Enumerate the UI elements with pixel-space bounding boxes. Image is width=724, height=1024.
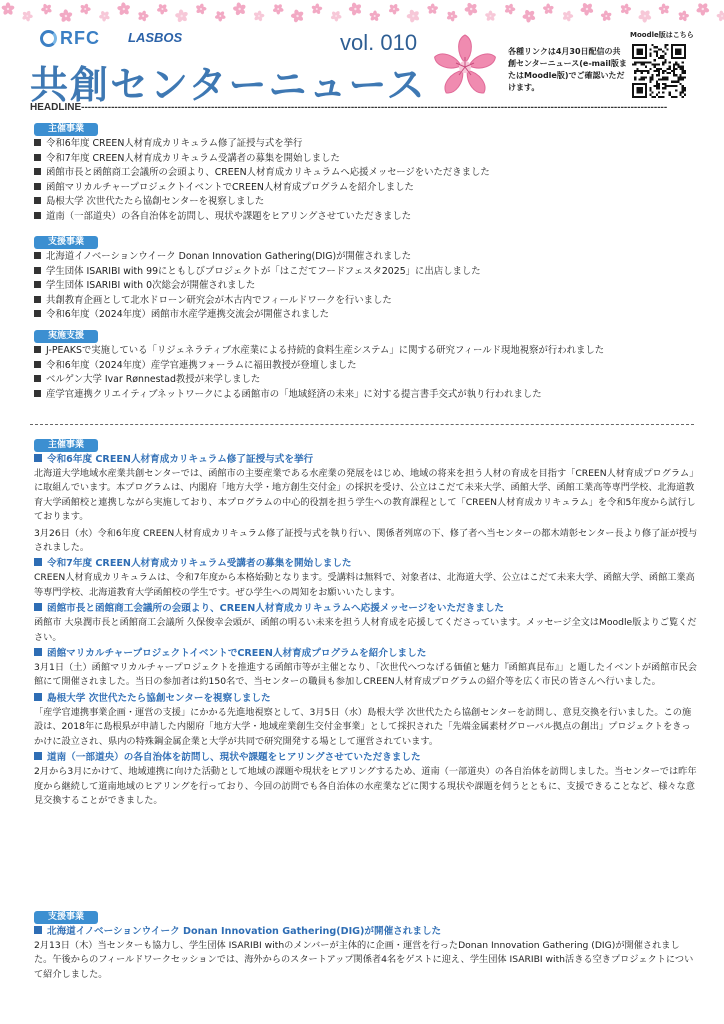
tag-sponsored: 主催事業 xyxy=(34,123,98,136)
headline-item[interactable]: 函館市長と函館商工会議所の会頭より、CREEN人材育成カリキュラムへ応援メッセージをいただきました xyxy=(34,166,698,181)
article-title: 函館マリカルチャープロジェクトイベントでCREEN人材育成プログラムを紹介しました xyxy=(34,647,698,661)
headline-item[interactable]: 北海道イノベーションウイーク Donan Innovation Gathering(DIG)が開催されました xyxy=(34,250,698,265)
headline-item[interactable]: 島根大学 次世代たたら協創センターを視察しました xyxy=(34,195,698,210)
tag-support: 支援事業 xyxy=(34,236,98,249)
headline-item[interactable]: 令和6年度（2024年度）函館市水産学連携交流会が開催されました xyxy=(34,308,698,323)
tag-sponsored: 主催事業 xyxy=(34,439,98,452)
headline-label: HEADLINE-------------------------------------------------------------------------------------------------------------------------------------------------------------------------------- xyxy=(30,102,668,113)
link-notice: 各種リンクは4月30日配信の共創センターニュース(e-mail版またはMoodle版)でご確認いただけます。 xyxy=(508,47,627,92)
headline-section-support xyxy=(34,229,698,323)
article-title: 函館市長と函館商工会議所の会頭より、CREEN人材育成カリキュラムへ応援メッセージをいただきました xyxy=(34,602,698,616)
article-body: 3月1日（土）函館マリカルチャープロジェクトを推進する函館市等が主催となり、「次世代へつなげる価値と魅力『函館真昆布』」と題したイベントが函館市民会館にて開催されました。当日の参加者は約150名で、当センターの職員も参加しCREEN人材育成プログラムの紹介等を広く市民の皆さんへ行いました。 xyxy=(34,662,697,688)
headline-item[interactable]: 令和7年度 CREEN人材育成カリキュラム受講者の募集を開始しました xyxy=(34,152,698,167)
headline-item[interactable]: 函館マリカルチャープロジェクトイベントでCREEN人材育成プログラムを紹介しました xyxy=(34,181,698,196)
headline-item[interactable]: 産学官連携クリエイティブネットワークによる函館市の「地域経済の未来」に対する提言書手交式が執り行われました xyxy=(34,388,698,403)
article-body: 3月26日（水）令和6年度 CREEN人材育成カリキュラム修了証授与式を執り行い、関係者列席の下、修了者へ当センターの都木靖彰センター長より修了証が授与されました。 xyxy=(34,527,698,554)
moodle-qr-code[interactable] xyxy=(632,44,686,98)
lasbos-logo: LASBOS xyxy=(128,30,183,45)
article-body: 「産学官連携事業企画・運営の支援」にかかる先進地視察として、3月5日（水）島根大学 次世代たたら協創センターを訪問し、意見交換を行いました。この施設は、2018年に島根県が申請した内閣府「地方大学・地域産業創生交付金事業」として採択された「先端金属素材グローバル拠点の創出」プロジェクトをきっかけに設立され、県内の特殊鋼金属企業と大学が共同で研究開発する場として運営されています。 xyxy=(34,706,692,747)
headline-item[interactable]: 道南（一部道央）の各自治体を訪問し、現状や課題をヒアリングさせていただきました xyxy=(34,210,698,225)
articles-sponsored xyxy=(34,432,698,810)
headline-item[interactable]: J-PEAKSで実施している「リジェネラティブ水産業による持続的食料生産システム」に関する研究フィールド現地視察が行われました xyxy=(34,344,698,359)
tag-implementation: 実施支援 xyxy=(34,330,98,343)
article-body: CREEN人材育成カリキュラムは、令和7年度から本格始動となります。受講料は無料で、対象者は、北海道大学、公立はこだて未来大学、函館大学、函館工業高等専門学校、北海道教育大学函館校の学生です。ぜひ学生への周知をお願いいたします。 xyxy=(34,572,695,598)
article-body: 2月13日（木）当センターも協力し、学生団体 ISARIBI withのメンバーが主体的に企画・運営を行ったDonan Innovation Gathering (DIG)が開催されました。午後からのフィールドワークセッションでは、海外からのスタートアップ関係者4名をゲストに迎え、学生団体 ISARIBI with活きる空きプロジェクトについて紹介しました。 xyxy=(34,940,694,980)
article-body: 函館市 大泉潤市長と函館商工会議所 久保俊幸会頭が、函館の明るい未来を担う人材育成を応援してくださっています。メッセージ全文はMoodle版よりご覧ください。 xyxy=(34,617,697,643)
article-title: 令和7年度 CREEN人材育成カリキュラム受講者の募集を開始しました xyxy=(34,557,698,571)
headline-item[interactable]: ベルゲン大学 Ivar Rønnestad教授が来学しました xyxy=(34,373,698,388)
sakura-flower-icon xyxy=(430,32,500,102)
headline-item[interactable]: 学生団体 ISARIBI with 99にともしびプロジェクトが「はこだてフードフェスタ2025」に出店しました xyxy=(34,265,698,280)
tag-support: 支援事業 xyxy=(34,911,98,924)
sakura-decoration-strip xyxy=(0,0,724,26)
section-divider xyxy=(30,424,694,425)
article-body: 北海道大学地域水産業共創センターでは、函館市の主要産業である水産業の発展をはじめ、地域の将来を担う人材の育成を目指す「CREEN人材育成プログラム」に取組んでいます。本プログラムは、内閣府「地方大学・地方創生交付金」の採択を受け、公立はこだて未来大学、函館大学、函館工業高等専門学校、北海道教育大学函館校と連携しながら実施しており、本プログラムの中心的役割を担う学生への教育課程として「CREEN人材育成カリキュラム」を令和5年度から試行しております。 xyxy=(34,468,696,523)
headline-section-implementation xyxy=(34,323,698,402)
rfc-logo-text: RFC xyxy=(60,28,100,48)
article-body: 2月から3月にかけて、地域連携に向けた活動として地域の課題や現状をヒアリングするため、道南（一部道央）の各自治体を訪問しました。当センターでは昨年度から継続して道南地域のヒアリングを行っており、今回の訪問でも各自治体の水産業などに関する現状や課題を伺うとともに、支援できることなど、様々な意見交換することができました。 xyxy=(34,766,697,806)
newsletter-title: 共創センターニュース xyxy=(30,63,427,107)
rfc-logo xyxy=(40,28,100,49)
headline-item[interactable]: 共創教育企画として北水ドローン研究会が木古内でフィールドワークを行いました xyxy=(34,294,698,309)
sakura-pattern xyxy=(0,0,724,26)
rfc-logo-icon xyxy=(40,30,57,47)
moodle-label: Moodle版はこちら xyxy=(630,31,694,39)
volume-number: vol. 010 xyxy=(340,30,418,55)
newsletter-header xyxy=(0,24,724,107)
article-title: 道南（一部道央）の各自治体を訪問し、現状や課題をヒアリングさせていただきました xyxy=(34,751,698,765)
headline-item[interactable]: 令和6年度（2024年度）産学官連携フォーラムに福田教授が登壇しました xyxy=(34,359,698,374)
headline-item[interactable]: 学生団体 ISARIBI with 0次総会が開催されました xyxy=(34,279,698,294)
article-title: 島根大学 次世代たたら協創センターを視察しました xyxy=(34,692,698,706)
articles-support xyxy=(34,904,698,984)
article-title: 北海道イノベーションウイーク Donan Innovation Gathering(DIG)が開催されました xyxy=(34,925,698,939)
headline-section-sponsored xyxy=(34,116,698,224)
article-title: 令和6年度 CREEN人材育成カリキュラム修了証授与式を挙行 xyxy=(34,453,698,467)
headline-item[interactable]: 令和6年度 CREEN人材育成カリキュラム修了証授与式を挙行 xyxy=(34,137,698,152)
